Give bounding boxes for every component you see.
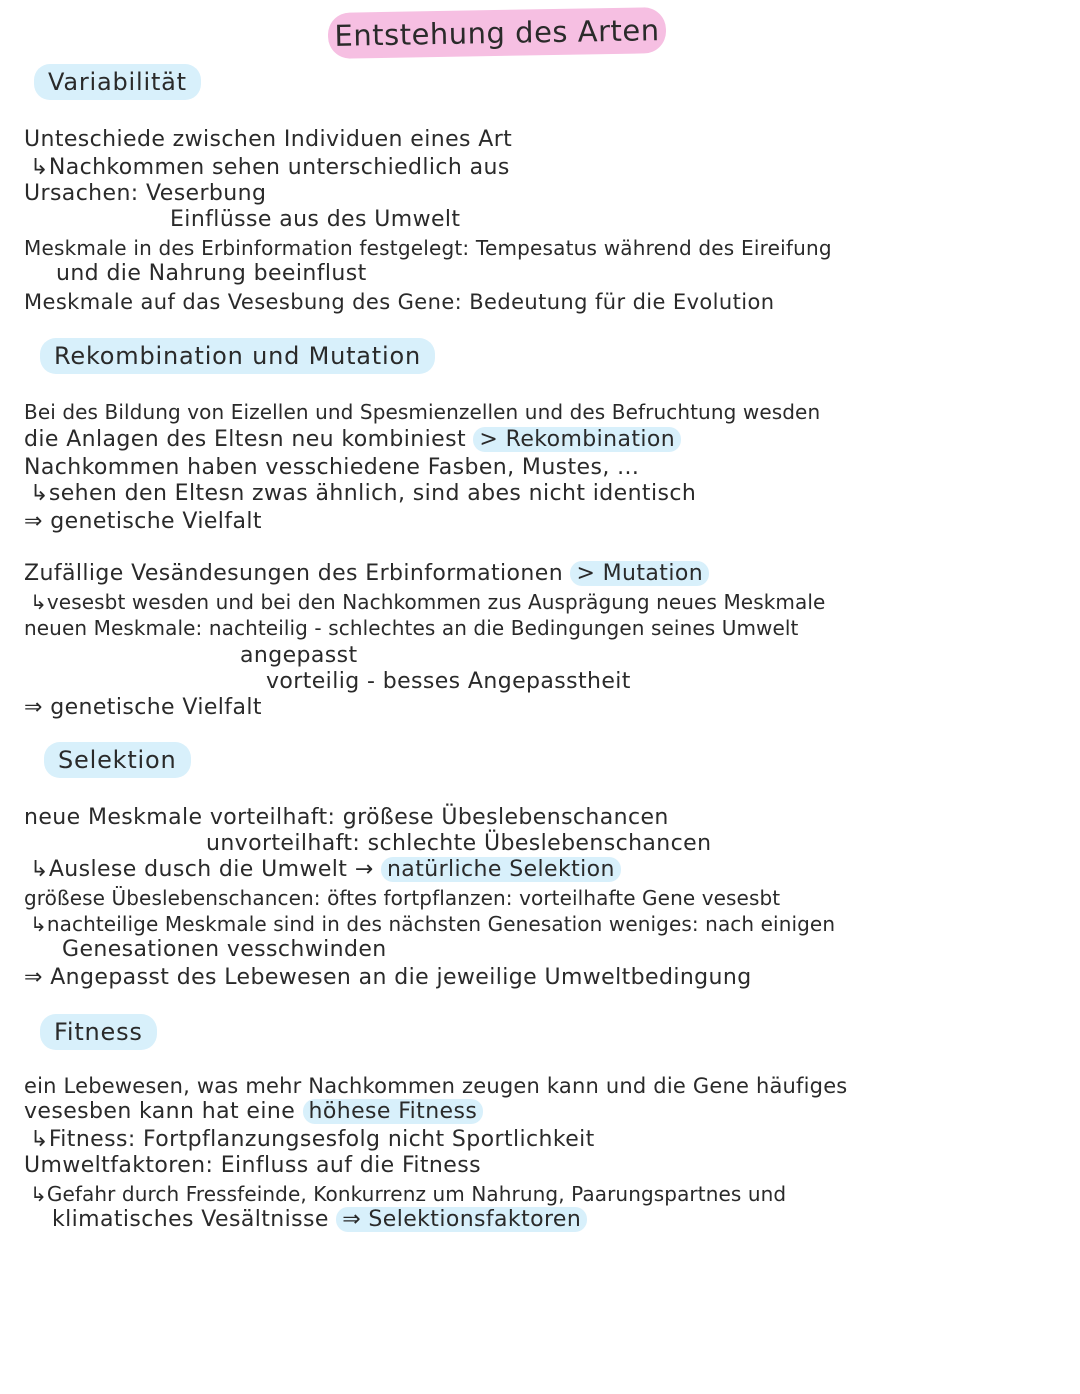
text-line-group [24,1098,483,1126]
text-line: angepasst [240,643,358,668]
heading-variabilitaet: Variabilität [34,64,201,100]
text-line: ⇒ Angepasst des Lebewesen an die jeweilige Umweltbedingung [24,965,752,990]
text-line: neue Meskmale vorteilhaft: größese Übeslebenschancen [24,805,669,830]
text-line-group [52,1206,587,1234]
text-line-group [30,856,621,884]
text-line: ↳Gefahr durch Fressfeinde, Konkurrenz um Nahrung, Paarungspartnes und [30,1182,787,1206]
text-line: und die Nahrung beeinflust [56,261,367,286]
text-line: ⇒ genetische Vielfalt [24,695,262,720]
text-fragment: vesesben kann hat eine [24,1099,296,1124]
text-fragment: Zufällige Vesändesungen des Erbinformationen [24,561,564,586]
heading-rekombination: Rekombination und Mutation [40,338,435,374]
highlight-mutation: > Mutation [570,561,709,586]
text-line: größese Übeslebenschancen: öftes fortpflanzen: vorteilhafte Gene vesesbt [24,886,781,910]
text-fragment: die Anlagen des Eltesn neu kombiniest [24,427,466,452]
text-line: Meskmale in des Erbinformation festgelegt: Tempesatus während des Eireifung [24,236,832,260]
heading-fitness: Fitness [40,1014,157,1050]
text-line: Nachkommen haben vesschiedene Fasben, Mustes, ... [24,455,640,480]
text-line: ↳sehen den Eltesn zwas ähnlich, sind abes nicht identisch [30,481,697,506]
text-line-group [24,426,681,454]
text-line: Einflüsse aus des Umwelt [170,207,461,232]
text-line: Unteschiede zwischen Individuen eines Art [24,127,513,152]
text-line: ↳nachteilige Meskmale sind in des nächsten Genesation weniges: nach einigen [30,912,836,936]
text-line: Umweltfaktoren: Einfluss auf die Fitness [24,1153,481,1178]
text-line: ↳vesesbt wesden und bei den Nachkommen zus Ausprägung neues Meskmale [30,590,826,614]
text-fragment: klimatisches Vesältnisse [52,1207,329,1232]
text-line: ↳Fitness: Fortpflanzungsesfolg nicht Sportlichkeit [30,1127,595,1152]
highlight-natuerliche-selektion: natürliche Selektion [381,857,621,882]
text-line-group [24,560,709,588]
text-line: unvorteilhaft: schlechte Übeslebenschancen [206,831,712,856]
text-line: Meskmale auf das Vesesbung des Gene: Bedeutung für die Evolution [24,290,775,314]
highlight-rekombination: > Rekombination [473,427,681,452]
highlight-selektionsfaktoren: ⇒ Selektionsfaktoren [336,1207,587,1232]
text-line: ein Lebewesen, was mehr Nachkommen zeugen kann und die Gene häufiges [24,1074,848,1098]
heading-selektion: Selektion [44,742,191,778]
text-line: ↳Nachkommen sehen unterschiedlich aus [30,155,510,180]
text-fragment: ↳Auslese dusch die Umwelt → [30,857,374,882]
text-line: ⇒ genetische Vielfalt [24,509,262,534]
text-line: Bei des Bildung von Eizellen und Spesmienzellen und des Befruchtung wesden [24,400,821,424]
page-title: Entstehung des Arten [328,7,667,59]
text-line: Genesationen vesschwinden [62,937,387,962]
highlight-hoehere-fitness: höhese Fitness [303,1099,484,1124]
text-line: vorteilig - besses Angepasstheit [266,669,631,694]
text-line: neuen Meskmale: nachteilig - schlechtes an die Bedingungen seines Umwelt [24,616,799,640]
text-line: Ursachen: Veserbung [24,181,267,206]
